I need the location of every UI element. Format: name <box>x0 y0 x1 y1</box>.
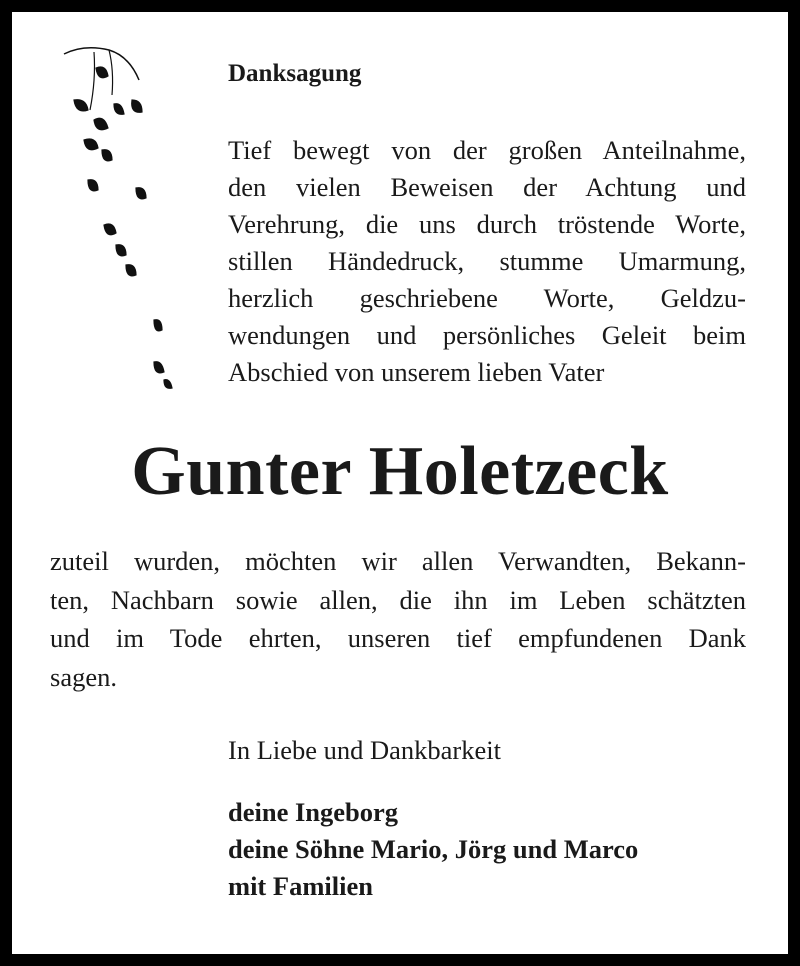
body-line: und im Tode ehrten, unseren tief empfundenen Dank <box>50 623 746 653</box>
body-line: zuteil wurden, möchten wir allen Verwandten, Bekann- <box>50 546 746 576</box>
intro-line: Abschied von unserem lieben Vater <box>228 357 605 387</box>
signer-line: deine Söhne Mario, Jörg und Marco <box>228 834 639 864</box>
deceased-name: Gunter Holetzeck <box>131 433 669 510</box>
intro-line: stillen Händedruck, stumme Umarmung, <box>228 246 746 276</box>
intro-line: den vielen Beweisen der Achtung und <box>228 172 746 202</box>
intro-line: Tief bewegt von der großen Anteilnahme, <box>228 135 746 165</box>
intro-line: wendungen und persönliches Geleit beim <box>228 320 746 350</box>
intro-line: Verehrung, die uns durch tröstende Worte, <box>228 209 746 239</box>
signer-line: mit Familien <box>228 871 373 901</box>
closing-line: In Liebe und Dankbarkeit <box>228 735 501 765</box>
body-line: sagen. <box>50 661 117 692</box>
signer-line: deine Ingeborg <box>228 797 399 827</box>
body-line: ten, Nachbarn sowie allen, die ihn im Leben schätzten <box>50 584 746 615</box>
falling-leaves-icon <box>54 40 194 400</box>
body-paragraph <box>50 542 746 696</box>
intro-line: herzlich geschriebene Worte, Geldzu- <box>228 283 746 313</box>
obituary-card <box>12 12 788 954</box>
intro-paragraph <box>228 132 746 391</box>
notice-heading: Danksagung <box>228 60 362 87</box>
signers-block <box>228 794 638 905</box>
